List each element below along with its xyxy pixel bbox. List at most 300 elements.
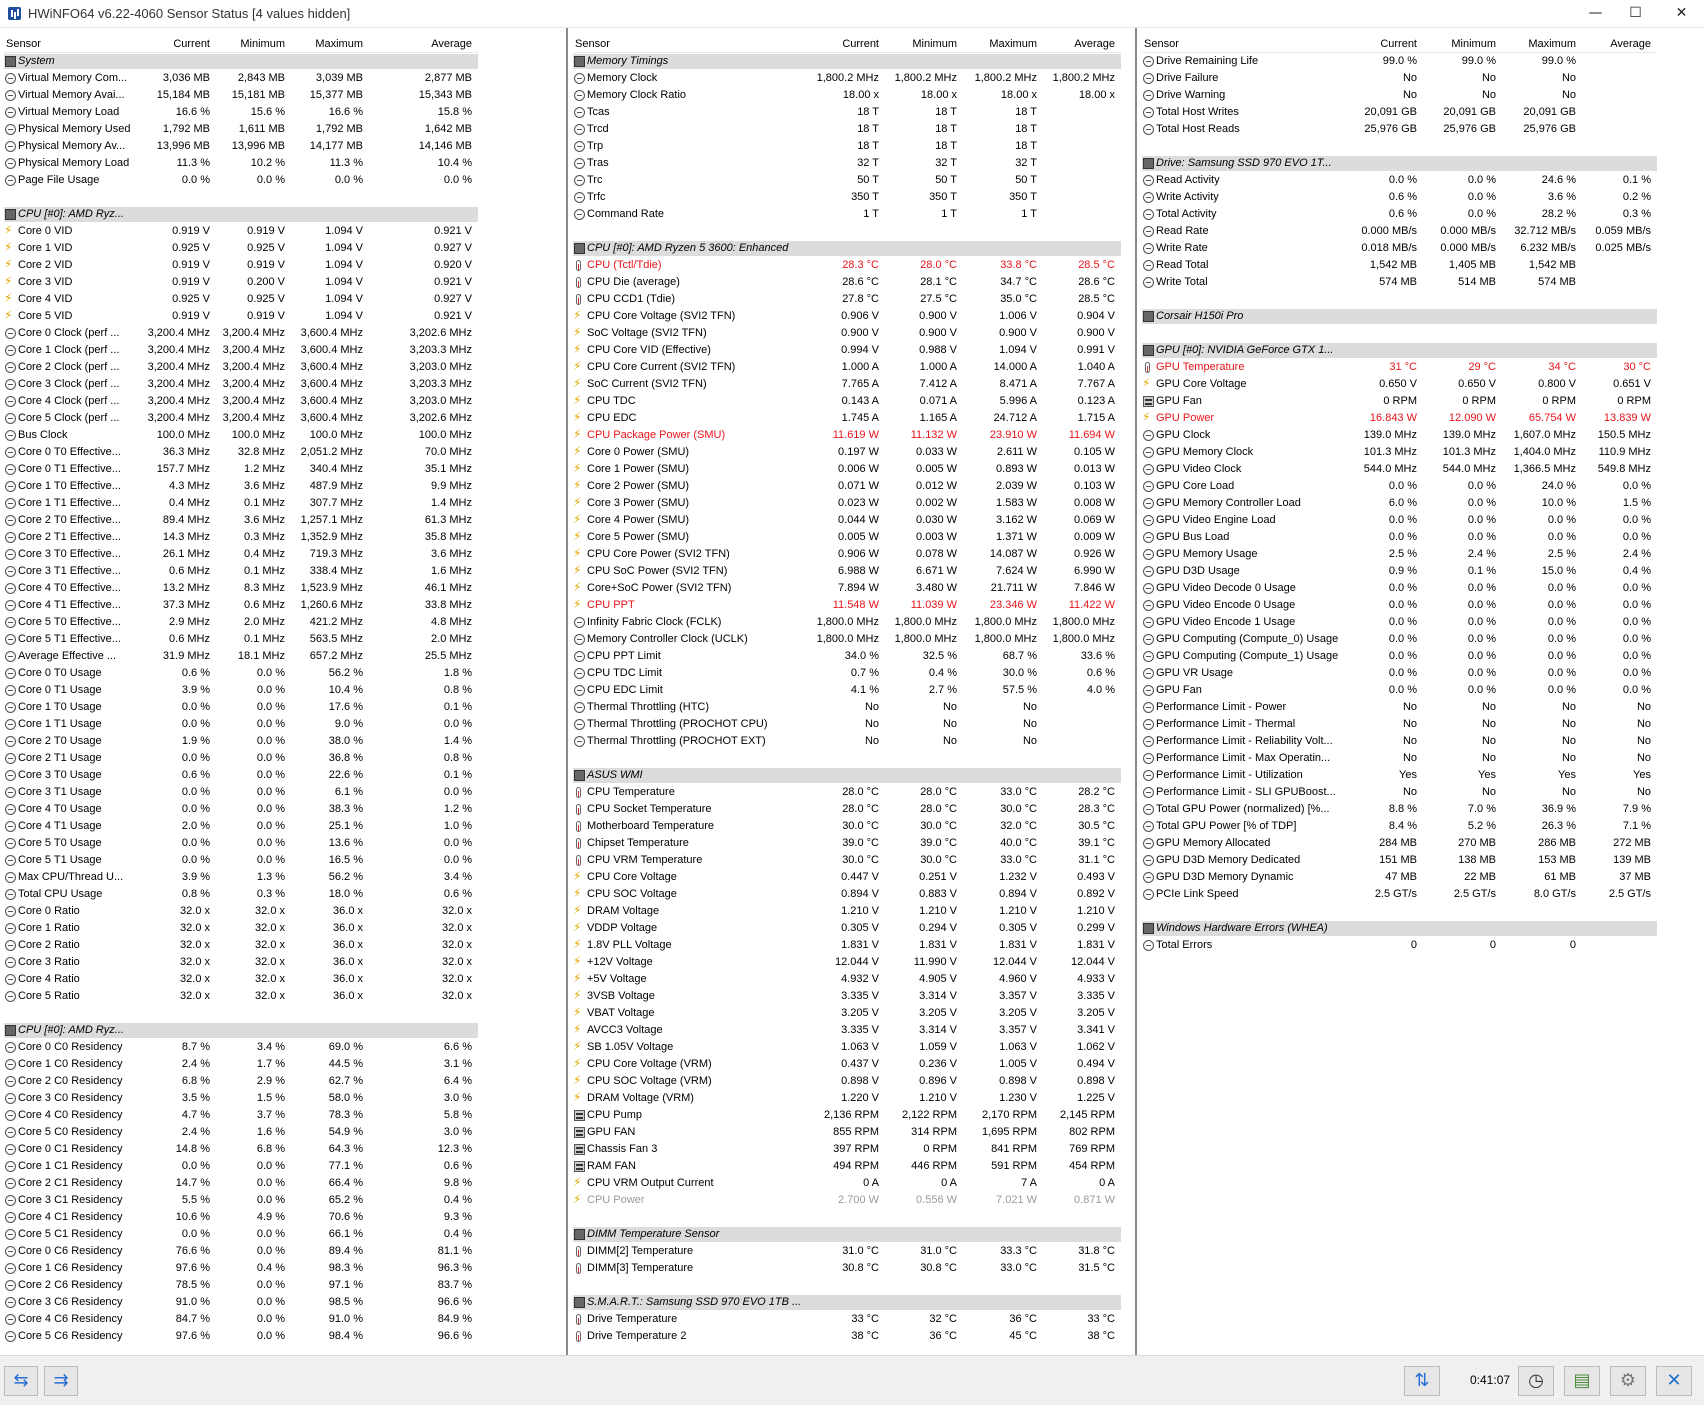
- sensor-name: Read Activity: [1156, 174, 1220, 186]
- sensor-row[interactable]: [4, 325, 478, 342]
- value-current: 0.919 V: [172, 276, 210, 288]
- sensor-row[interactable]: [1142, 206, 1657, 223]
- column-header-average[interactable]: Average: [431, 38, 472, 50]
- value-average: 0.6 %: [443, 1160, 472, 1172]
- sensor-row[interactable]: [1142, 495, 1657, 512]
- sensor-name: CPU (Tctl/Tdie): [587, 259, 662, 271]
- value-average: 7.9 %: [1622, 803, 1651, 815]
- column-header-current[interactable]: Current: [842, 38, 879, 50]
- value-current: 2.4 %: [181, 1058, 210, 1070]
- sensor-row[interactable]: [573, 1073, 1121, 1090]
- sensor-name: Core 0 Power (SMU): [587, 446, 690, 458]
- sensor-row[interactable]: [4, 733, 478, 750]
- sensor-row[interactable]: [4, 444, 478, 461]
- column-header-maximum[interactable]: Maximum: [1528, 38, 1576, 50]
- sensor-name: Core 2 C1 Residency: [18, 1177, 123, 1189]
- sensor-group-header[interactable]: [573, 240, 1121, 257]
- sensor-name: CPU Core Voltage (VRM): [587, 1058, 712, 1070]
- sensor-row[interactable]: [4, 1328, 478, 1345]
- sensor-row[interactable]: [4, 886, 478, 903]
- sensor-row[interactable]: [4, 597, 478, 614]
- value-minimum: 18 T: [935, 123, 957, 135]
- sensor-row[interactable]: [4, 1175, 478, 1192]
- sensor-name: GPU Core Voltage: [1156, 378, 1247, 390]
- sensor-row[interactable]: [573, 376, 1121, 393]
- value-current: No: [1402, 701, 1417, 713]
- sensor-row[interactable]: [4, 920, 478, 937]
- sensor-group-header[interactable]: [4, 1022, 478, 1039]
- sensor-row[interactable]: [573, 937, 1121, 954]
- sensor-name: Core 5 T1 Effective...: [18, 633, 121, 645]
- value-current: 3,200.4 MHz: [147, 412, 210, 424]
- sensor-row[interactable]: [573, 274, 1121, 291]
- sensor-row[interactable]: [4, 903, 478, 920]
- value-average: 0.898 V: [1077, 1075, 1115, 1087]
- value-current: 4.1 %: [850, 684, 879, 696]
- sensor-row[interactable]: [573, 665, 1121, 682]
- sensor-row[interactable]: [573, 716, 1121, 733]
- sensor-row[interactable]: [1142, 597, 1657, 614]
- column-header-sensor[interactable]: Sensor: [1144, 38, 1179, 50]
- sensor-row[interactable]: [573, 597, 1121, 614]
- report-button[interactable]: ▤: [1564, 1366, 1600, 1396]
- sensor-row[interactable]: [573, 444, 1121, 461]
- sensor-row[interactable]: [573, 410, 1121, 427]
- sensor-row[interactable]: [573, 852, 1121, 869]
- sensor-name: Thermal Throttling (PROCHOT CPU): [587, 718, 768, 730]
- sensor-row[interactable]: [573, 393, 1121, 410]
- column-header-minimum[interactable]: Minimum: [240, 38, 285, 50]
- value-minimum: 2,122 RPM: [901, 1109, 957, 1121]
- sensor-row[interactable]: [573, 1022, 1121, 1039]
- value-current: 32 T: [857, 157, 879, 169]
- sensor-row[interactable]: [4, 750, 478, 767]
- sensor-row[interactable]: [573, 886, 1121, 903]
- value-average: 1.715 A: [1077, 412, 1115, 424]
- sensor-row[interactable]: [573, 257, 1121, 274]
- sensor-row[interactable]: [4, 716, 478, 733]
- sensor-row[interactable]: [1142, 172, 1657, 189]
- sensor-row[interactable]: [573, 121, 1121, 138]
- sensor-row[interactable]: [573, 495, 1121, 512]
- value-maximum: 1.006 V: [999, 310, 1037, 322]
- sensor-row[interactable]: [4, 818, 478, 835]
- value-maximum: 18.0 %: [328, 888, 363, 900]
- sensor-group-header[interactable]: [573, 1226, 1121, 1243]
- sensor-group-header[interactable]: [573, 53, 1121, 70]
- sensor-row[interactable]: [573, 869, 1121, 886]
- sensor-row[interactable]: [4, 1124, 478, 1141]
- sensor-row[interactable]: [4, 87, 478, 104]
- sensor-row[interactable]: [4, 699, 478, 716]
- sensor-row[interactable]: [573, 1260, 1121, 1277]
- sensor-row[interactable]: [1142, 801, 1657, 818]
- value-current: 47 MB: [1385, 871, 1417, 883]
- value-current: 1,542 MB: [1369, 259, 1417, 271]
- sensor-name: CPU Temperature: [587, 786, 675, 798]
- sensor-row[interactable]: [4, 1294, 478, 1311]
- sensor-group-header[interactable]: [4, 206, 478, 223]
- sensor-row[interactable]: [1142, 223, 1657, 240]
- sensor-row[interactable]: [4, 1107, 478, 1124]
- sensor-name: DIMM[3] Temperature: [587, 1262, 694, 1274]
- sensor-row[interactable]: [573, 291, 1121, 308]
- sensor-row[interactable]: [4, 1192, 478, 1209]
- sensor-row[interactable]: [573, 1124, 1121, 1141]
- sensor-row[interactable]: [573, 784, 1121, 801]
- elapsed-time: 0:41:07: [1470, 1373, 1511, 1387]
- value-current: 37.3 MHz: [162, 599, 210, 611]
- sensor-row[interactable]: [4, 937, 478, 954]
- sensor-row[interactable]: [4, 631, 478, 648]
- sensor-row[interactable]: [573, 1192, 1121, 1209]
- sensor-row[interactable]: [573, 427, 1121, 444]
- sensor-row[interactable]: [4, 359, 478, 376]
- sensor-row[interactable]: [1142, 376, 1657, 393]
- value-maximum: 36.0 x: [333, 956, 363, 968]
- sensor-row[interactable]: [4, 767, 478, 784]
- sensor-row[interactable]: [573, 1090, 1121, 1107]
- sensor-row[interactable]: [1142, 70, 1657, 87]
- value-minimum: 0.078 W: [916, 548, 957, 560]
- sensor-row[interactable]: [4, 104, 478, 121]
- column-header-minimum[interactable]: Minimum: [1451, 38, 1496, 50]
- sensor-row[interactable]: [4, 546, 478, 563]
- value-current: 10.6 %: [175, 1211, 210, 1223]
- settings-button[interactable]: ⚙: [1610, 1366, 1646, 1396]
- value-maximum: 307.7 MHz: [309, 497, 363, 509]
- clock-reset-button[interactable]: ◷: [1518, 1366, 1554, 1396]
- value-average: 0.6 %: [1086, 667, 1115, 679]
- sensor-name: GPU FAN: [587, 1126, 636, 1138]
- sensor-row[interactable]: [1142, 410, 1657, 427]
- sensor-row[interactable]: [4, 342, 478, 359]
- sensor-row[interactable]: [1142, 121, 1657, 138]
- sensor-row[interactable]: [573, 478, 1121, 495]
- column-header-sensor[interactable]: Sensor: [6, 38, 41, 50]
- sensor-row[interactable]: [573, 1005, 1121, 1022]
- sensor-row[interactable]: [1142, 529, 1657, 546]
- sensor-row[interactable]: [4, 801, 478, 818]
- sensor-row[interactable]: [1142, 461, 1657, 478]
- sensor-row[interactable]: [4, 784, 478, 801]
- sensor-group-header[interactable]: [1142, 342, 1657, 359]
- sensor-row[interactable]: [573, 733, 1121, 750]
- sensor-row[interactable]: [1142, 563, 1657, 580]
- value-current: 0 A: [863, 1177, 879, 1189]
- sensor-row[interactable]: [4, 682, 478, 699]
- network-button[interactable]: ⇅: [1404, 1366, 1440, 1396]
- sensor-row[interactable]: [1142, 104, 1657, 121]
- value-current: No: [1402, 718, 1417, 730]
- sensor-row[interactable]: [1142, 835, 1657, 852]
- sensor-row[interactable]: [4, 1073, 478, 1090]
- sensor-row[interactable]: [1142, 427, 1657, 444]
- sensor-row[interactable]: [1142, 512, 1657, 529]
- sensor-row[interactable]: [573, 1175, 1121, 1192]
- sensor-row[interactable]: [4, 240, 478, 257]
- sensor-name: CPU Package Power (SMU): [587, 429, 726, 441]
- sensor-row[interactable]: [4, 1090, 478, 1107]
- sensor-row[interactable]: [4, 1141, 478, 1158]
- sensor-row[interactable]: [1142, 240, 1657, 257]
- column-header-maximum[interactable]: Maximum: [989, 38, 1037, 50]
- sensor-group-header[interactable]: [1142, 920, 1657, 937]
- sensor-row[interactable]: [1142, 716, 1657, 733]
- sensor-row[interactable]: [4, 563, 478, 580]
- sensor-row[interactable]: [1142, 937, 1657, 954]
- spacer-row: [4, 189, 478, 206]
- sensor-row[interactable]: [4, 1243, 478, 1260]
- sensor-row[interactable]: [573, 70, 1121, 87]
- sensor-group-header[interactable]: [573, 767, 1121, 784]
- column-header-sensor[interactable]: Sensor: [575, 38, 610, 50]
- sensor-row[interactable]: [573, 308, 1121, 325]
- sensor-name: CPU TDC Limit: [587, 667, 662, 679]
- value-average: 0.900 V: [1077, 327, 1115, 339]
- value-current: 0.6 MHz: [169, 633, 210, 645]
- value-maximum: 0.0 %: [1547, 514, 1576, 526]
- sensor-row[interactable]: [573, 988, 1121, 1005]
- sensor-row[interactable]: [573, 325, 1121, 342]
- sensor-row[interactable]: [573, 699, 1121, 716]
- sensor-row[interactable]: [1142, 631, 1657, 648]
- sensor-row[interactable]: [1142, 648, 1657, 665]
- sensor-group-header[interactable]: [1142, 155, 1657, 172]
- sensor-row[interactable]: [1142, 682, 1657, 699]
- sensor-name: CPU SoC Power (SVI2 TFN): [587, 565, 728, 577]
- value-maximum: 58.0 %: [328, 1092, 363, 1104]
- sensor-row[interactable]: [4, 988, 478, 1005]
- sensor-row[interactable]: [1142, 189, 1657, 206]
- sensor-row[interactable]: [1142, 87, 1657, 104]
- value-average: 0.008 W: [1074, 497, 1115, 509]
- sensor-row[interactable]: [573, 206, 1121, 223]
- column-header-current[interactable]: Current: [173, 38, 210, 50]
- sensor-row[interactable]: [573, 580, 1121, 597]
- sensor-row[interactable]: [4, 1039, 478, 1056]
- sensor-row[interactable]: [573, 1328, 1121, 1345]
- value-maximum: 0.0 %: [1547, 616, 1576, 628]
- sensor-row[interactable]: [4, 393, 478, 410]
- sensor-row[interactable]: [4, 495, 478, 512]
- value-minimum: 3,200.4 MHz: [222, 361, 285, 373]
- sensor-row[interactable]: [1142, 818, 1657, 835]
- sensor-row[interactable]: [573, 563, 1121, 580]
- sensor-row[interactable]: [4, 1226, 478, 1243]
- group-title: CPU [#0]: AMD Ryz...: [18, 1024, 124, 1036]
- sensor-row[interactable]: [1142, 869, 1657, 886]
- value-minimum: 0.4 %: [928, 667, 957, 679]
- sensor-row[interactable]: [4, 869, 478, 886]
- sensor-row[interactable]: [573, 342, 1121, 359]
- sensor-row[interactable]: [573, 648, 1121, 665]
- sensor-row[interactable]: [573, 104, 1121, 121]
- sensor-row[interactable]: [4, 954, 478, 971]
- maximize-button[interactable]: ☐: [1629, 5, 1642, 21]
- sensor-group-header[interactable]: [573, 1294, 1121, 1311]
- sensor-row[interactable]: [4, 1260, 478, 1277]
- value-maximum: 98.4 %: [328, 1330, 363, 1342]
- sensor-row[interactable]: [1142, 699, 1657, 716]
- sensor-row[interactable]: [573, 172, 1121, 189]
- sensor-row[interactable]: [1142, 444, 1657, 461]
- column-header-average[interactable]: Average: [1074, 38, 1115, 50]
- sensor-row[interactable]: [4, 223, 478, 240]
- sensor-row[interactable]: [4, 1277, 478, 1294]
- column-divider[interactable]: [566, 28, 568, 1355]
- sensor-row[interactable]: [573, 359, 1121, 376]
- sensor-row[interactable]: [1142, 478, 1657, 495]
- sensor-row[interactable]: [573, 971, 1121, 988]
- column-header-average[interactable]: Average: [1610, 38, 1651, 50]
- sensor-row[interactable]: [573, 1039, 1121, 1056]
- sensor-row[interactable]: [573, 546, 1121, 563]
- sensor-row[interactable]: [1142, 784, 1657, 801]
- spacer-row: [4, 1005, 478, 1022]
- column-divider[interactable]: [1135, 28, 1137, 1355]
- sensor-group-header[interactable]: [1142, 308, 1657, 325]
- sensor-row[interactable]: [1142, 767, 1657, 784]
- sensor-row[interactable]: [4, 155, 478, 172]
- sensor-row[interactable]: [1142, 665, 1657, 682]
- sensor-row[interactable]: [1142, 359, 1657, 376]
- sensor-row[interactable]: [573, 1311, 1121, 1328]
- sensor-row[interactable]: [4, 835, 478, 852]
- sensor-row[interactable]: [4, 121, 478, 138]
- sensor-row[interactable]: [1142, 393, 1657, 410]
- sensor-row[interactable]: [573, 461, 1121, 478]
- sensor-row[interactable]: [573, 155, 1121, 172]
- value-current: 151 MB: [1379, 854, 1417, 866]
- sensor-row[interactable]: [573, 835, 1121, 852]
- sensor-row[interactable]: [4, 376, 478, 393]
- sensor-row[interactable]: [4, 291, 478, 308]
- sensor-row[interactable]: [573, 529, 1121, 546]
- value-minimum: 0.0 %: [1467, 531, 1496, 543]
- sensor-group-header[interactable]: [4, 53, 478, 70]
- value-average: 39.1 °C: [1078, 837, 1115, 849]
- sensor-row[interactable]: [4, 308, 478, 325]
- sensor-row[interactable]: [573, 1056, 1121, 1073]
- column-header-minimum[interactable]: Minimum: [912, 38, 957, 50]
- sensor-row[interactable]: [573, 682, 1121, 699]
- sensor-row[interactable]: [573, 512, 1121, 529]
- sensor-row[interactable]: [573, 801, 1121, 818]
- value-current: 39.0 °C: [842, 837, 879, 849]
- close-window-button[interactable]: ✕: [1675, 5, 1688, 21]
- sensor-row[interactable]: [4, 648, 478, 665]
- value-minimum: 0.0 %: [256, 786, 285, 798]
- value-current: 28.0 °C: [842, 803, 879, 815]
- value-maximum: 7.624 W: [996, 565, 1037, 577]
- sensor-row[interactable]: [573, 87, 1121, 104]
- value-maximum: 14.000 A: [993, 361, 1037, 373]
- sensor-row[interactable]: [573, 1107, 1121, 1124]
- sensor-row[interactable]: [1142, 614, 1657, 631]
- sensor-row[interactable]: [4, 665, 478, 682]
- sensor-row[interactable]: [573, 1158, 1121, 1175]
- sensor-row[interactable]: [573, 631, 1121, 648]
- sensor-row[interactable]: [4, 274, 478, 291]
- sensor-name: Read Total: [1156, 259, 1209, 271]
- sensor-name: CPU Die (average): [587, 276, 680, 288]
- sensor-row[interactable]: [4, 478, 478, 495]
- window-title: HWiNFO64 v6.22-4060 Sensor Status [4 values hidden]: [28, 6, 351, 21]
- sensor-row[interactable]: [4, 1158, 478, 1175]
- sensor-row[interactable]: [1142, 733, 1657, 750]
- sensor-row[interactable]: [4, 1056, 478, 1073]
- sensor-row[interactable]: [1142, 580, 1657, 597]
- value-average: 15,343 MB: [418, 89, 472, 101]
- sensor-name: CPU VRM Output Current: [587, 1177, 714, 1189]
- sensor-row[interactable]: [573, 614, 1121, 631]
- sensor-row[interactable]: [1142, 886, 1657, 903]
- sensor-row[interactable]: [573, 903, 1121, 920]
- value-average: 3.335 V: [1077, 990, 1115, 1002]
- sensor-row[interactable]: [4, 70, 478, 87]
- value-average: 35.1 MHz: [424, 463, 472, 475]
- minimize-button[interactable]: —: [1588, 5, 1603, 21]
- sensor-row[interactable]: [4, 172, 478, 189]
- sensor-name: Core 5 VID: [18, 310, 73, 322]
- sensor-row[interactable]: [573, 138, 1121, 155]
- value-maximum: 45 °C: [1009, 1330, 1037, 1342]
- sensor-row[interactable]: [1142, 257, 1657, 274]
- sensor-row[interactable]: [4, 1209, 478, 1226]
- sensor-name: CPU CCD1 (Tdie): [587, 293, 676, 305]
- sensor-name: Performance Limit - SLI GPUBoost...: [1156, 786, 1336, 798]
- nav-left-button[interactable]: ⇆: [4, 1366, 38, 1396]
- sensor-row[interactable]: [1142, 852, 1657, 869]
- sensor-row[interactable]: [1142, 53, 1657, 70]
- value-maximum: 0.0 %: [334, 174, 363, 186]
- sensor-row[interactable]: [4, 138, 478, 155]
- value-maximum: 1.831 V: [999, 939, 1037, 951]
- sensor-row[interactable]: [4, 529, 478, 546]
- sensor-row[interactable]: [4, 971, 478, 988]
- sensor-row[interactable]: [1142, 274, 1657, 291]
- nav-right-button[interactable]: ⇉: [44, 1366, 78, 1396]
- sensor-row[interactable]: [573, 1243, 1121, 1260]
- sensor-row[interactable]: [573, 818, 1121, 835]
- sensor-name: GPU D3D Usage: [1156, 565, 1240, 577]
- sensor-row[interactable]: [4, 512, 478, 529]
- sensor-row[interactable]: [4, 410, 478, 427]
- sensor-row[interactable]: [4, 580, 478, 597]
- close-button[interactable]: ✕: [1656, 1366, 1692, 1396]
- sensor-row[interactable]: [4, 427, 478, 444]
- value-average: 32.0 x: [442, 956, 472, 968]
- sensor-row[interactable]: [4, 257, 478, 274]
- column-header-maximum[interactable]: Maximum: [315, 38, 363, 50]
- value-maximum: 1.063 V: [999, 1041, 1037, 1053]
- sensor-row[interactable]: [1142, 546, 1657, 563]
- value-current: 0.925 V: [172, 242, 210, 254]
- sensor-row[interactable]: [573, 1141, 1121, 1158]
- column-header-current[interactable]: Current: [1380, 38, 1417, 50]
- sensor-row[interactable]: [1142, 750, 1657, 767]
- sensor-row[interactable]: [4, 1311, 478, 1328]
- sensor-row[interactable]: [4, 461, 478, 478]
- value-current: 0.6 %: [181, 769, 210, 781]
- sensor-row[interactable]: [4, 852, 478, 869]
- sensor-row[interactable]: [573, 189, 1121, 206]
- sensor-row[interactable]: [573, 954, 1121, 971]
- sensor-row[interactable]: [4, 614, 478, 631]
- value-average: 0.926 W: [1074, 548, 1115, 560]
- sensor-row[interactable]: [573, 920, 1121, 937]
